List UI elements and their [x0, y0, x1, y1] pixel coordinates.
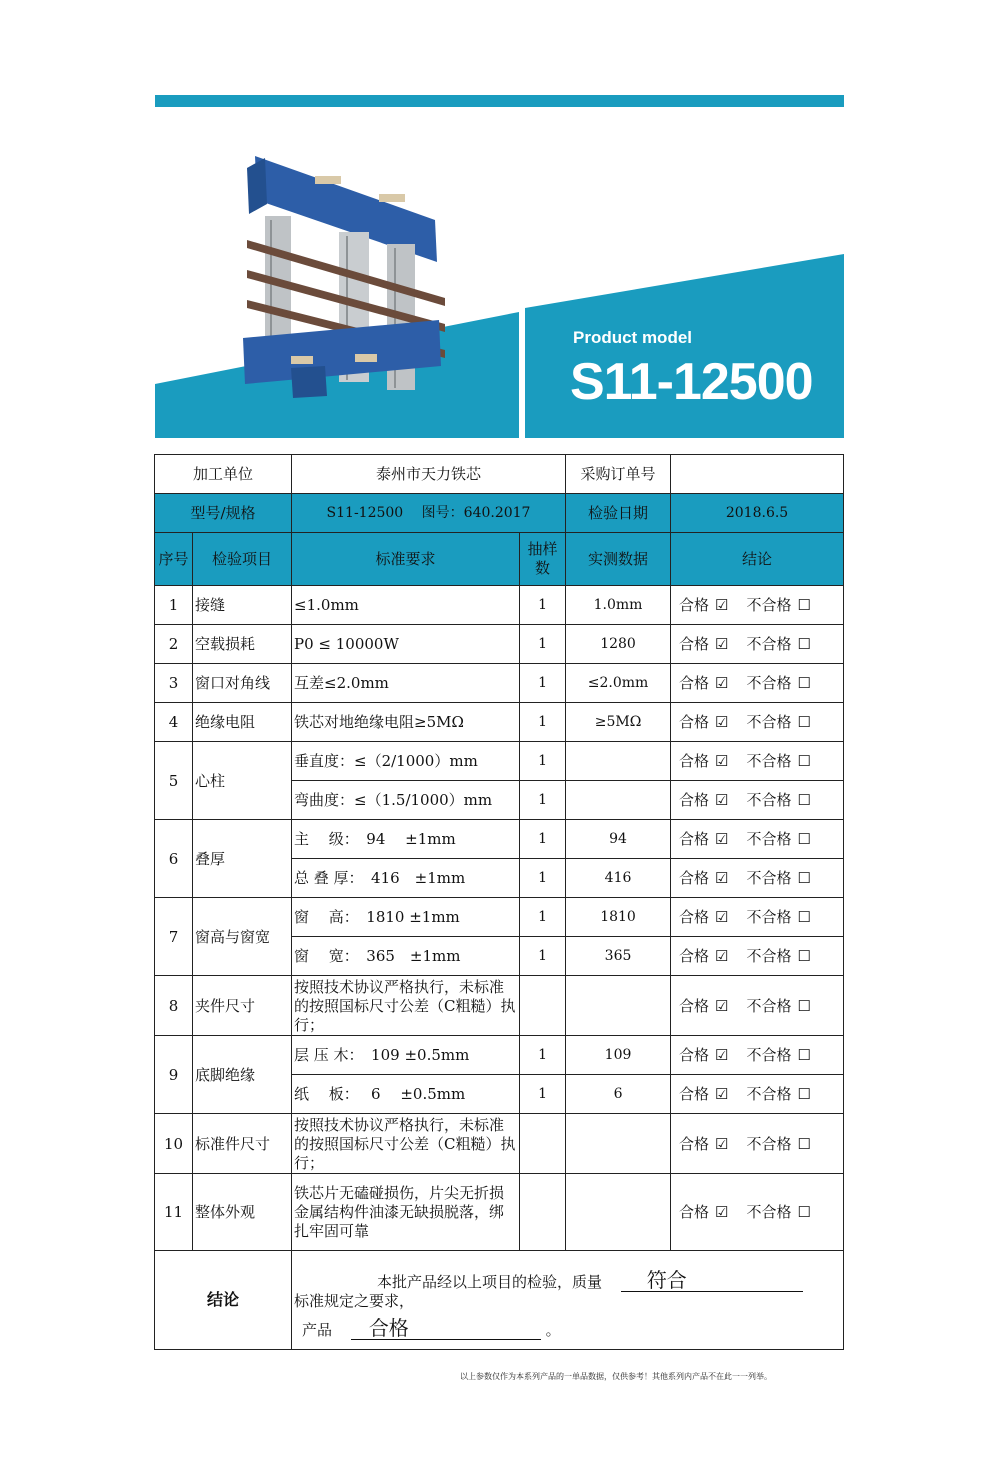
table-row — [155, 976, 844, 1036]
fail-checkbox-icon[interactable]: ☐ — [797, 996, 811, 1015]
standard-requirement: 窗 宽： 365 ±1mm — [292, 937, 520, 976]
verdict-cell — [671, 1174, 844, 1251]
fail-checkbox-icon[interactable]: ☐ — [797, 908, 811, 926]
fail-checkbox-icon[interactable]: ☐ — [797, 830, 811, 848]
sample-count — [520, 1114, 566, 1174]
pass-label: 合格 — [679, 674, 710, 692]
fail-label: 不合格 — [746, 908, 792, 926]
standard-requirement: 互差≤2.0mm — [292, 664, 520, 703]
conclusion-body — [292, 1251, 844, 1350]
measured-value: 416 — [566, 859, 671, 898]
fail-checkbox-icon[interactable]: ☐ — [797, 1134, 811, 1153]
sample-count: 1 — [520, 742, 566, 781]
row-number: 5 — [155, 742, 193, 820]
verdict-cell — [671, 664, 844, 703]
pass-checkbox-icon[interactable]: ☑ — [715, 635, 729, 653]
pass-checkbox-icon[interactable]: ☑ — [715, 947, 729, 965]
measured-value — [566, 742, 671, 781]
sample-count: 1 — [520, 703, 566, 742]
pass-checkbox-icon[interactable]: ☑ — [715, 674, 729, 692]
measured-value: 109 — [566, 1036, 671, 1075]
pass-label: 合格 — [679, 1046, 710, 1064]
measured-value: ≤2.0mm — [566, 664, 671, 703]
conclusion-text-1: 本批产品经以上项目的检验，质量 — [377, 1273, 603, 1291]
verdict-cell — [671, 898, 844, 937]
pass-checkbox-icon[interactable]: ☑ — [715, 791, 729, 809]
sample-count: 1 — [520, 859, 566, 898]
pass-checkbox-icon[interactable]: ☑ — [715, 596, 729, 614]
pass-label: 合格 — [679, 1203, 710, 1221]
fail-label: 不合格 — [746, 674, 792, 692]
measured-value: 1810 — [566, 898, 671, 937]
pass-label: 合格 — [679, 830, 710, 848]
row-number: 6 — [155, 820, 193, 898]
measured-value: ≥5MΩ — [566, 703, 671, 742]
verdict-cell — [671, 937, 844, 976]
measured-value — [566, 976, 671, 1036]
fail-label: 不合格 — [746, 1046, 792, 1064]
transformer-core-photo — [243, 156, 445, 398]
fail-label: 不合格 — [746, 830, 792, 848]
row-number: 1 — [155, 586, 193, 625]
sample-count: 1 — [520, 937, 566, 976]
fail-checkbox-icon[interactable]: ☐ — [797, 596, 811, 614]
measured-value — [566, 1114, 671, 1174]
pass-checkbox-icon[interactable]: ☑ — [715, 713, 729, 731]
fail-label: 不合格 — [746, 596, 792, 614]
product-fill: 合格 — [351, 1317, 541, 1340]
pass-checkbox-icon[interactable]: ☑ — [715, 1203, 729, 1221]
conclusion-line-3 — [302, 1317, 561, 1340]
table-row — [155, 586, 844, 625]
standard-requirement: 主 级： 94 ±1mm — [292, 820, 520, 859]
fail-checkbox-icon[interactable]: ☐ — [797, 869, 811, 887]
inspection-rows — [155, 586, 844, 1251]
pass-checkbox-icon[interactable]: ☑ — [715, 752, 729, 770]
measured-value — [566, 1174, 671, 1251]
standard-requirement: 按照技术协议严格执行，未标准的按照国标尺寸公差（C粗糙）执行； — [292, 1114, 520, 1174]
fail-label: 不合格 — [746, 1085, 792, 1103]
pass-label: 合格 — [679, 791, 710, 809]
conclusion-line-1 — [377, 1269, 803, 1292]
pass-checkbox-icon[interactable]: ☑ — [715, 869, 729, 887]
pass-label: 合格 — [679, 947, 710, 965]
pass-checkbox-icon[interactable]: ☑ — [715, 908, 729, 926]
pass-checkbox-icon[interactable]: ☑ — [715, 996, 729, 1015]
standard-requirement: 总 叠 厚： 416 ±1mm — [292, 859, 520, 898]
sample-count: 1 — [520, 1036, 566, 1075]
table-row — [155, 703, 844, 742]
fail-checkbox-icon[interactable]: ☐ — [797, 947, 811, 965]
table-row — [155, 664, 844, 703]
header-standard: 标准要求 — [292, 533, 520, 586]
table-row — [155, 1036, 844, 1075]
conclusion-text-3: 产品 — [302, 1321, 333, 1339]
verdict-cell — [671, 976, 844, 1036]
inspection-table — [154, 454, 844, 1350]
pass-label: 合格 — [679, 752, 710, 770]
measured-value: 1280 — [566, 625, 671, 664]
standard-requirement: 弯曲度：≤（1.5/1000）mm — [292, 781, 520, 820]
fail-label: 不合格 — [746, 996, 792, 1015]
inspection-item: 夹件尺寸 — [193, 976, 292, 1036]
measured-value: 365 — [566, 937, 671, 976]
sample-count: 1 — [520, 781, 566, 820]
table-row — [155, 742, 844, 781]
fail-label: 不合格 — [746, 947, 792, 965]
verdict-cell — [671, 586, 844, 625]
fail-label: 不合格 — [746, 1134, 792, 1153]
fail-label: 不合格 — [746, 869, 792, 887]
conclusion-row — [155, 1251, 844, 1350]
inspection-item: 心柱 — [193, 742, 292, 820]
sample-count — [520, 1174, 566, 1251]
conclusion-end: 。 — [545, 1321, 561, 1339]
verdict-cell — [671, 859, 844, 898]
row-number: 7 — [155, 898, 193, 976]
product-banner — [155, 120, 844, 438]
header-sample: 抽样数 — [520, 533, 566, 586]
measured-value: 1.0mm — [566, 586, 671, 625]
verdict-cell — [671, 781, 844, 820]
row-number: 2 — [155, 625, 193, 664]
table-row — [155, 820, 844, 859]
header-no: 序号 — [155, 533, 193, 586]
pass-label: 合格 — [679, 1085, 710, 1103]
inspection-item: 绝缘电阻 — [193, 703, 292, 742]
row-number: 8 — [155, 976, 193, 1036]
fail-label: 不合格 — [746, 791, 792, 809]
pass-checkbox-icon[interactable]: ☑ — [715, 830, 729, 848]
pass-checkbox-icon[interactable]: ☑ — [715, 1134, 729, 1153]
fail-checkbox-icon[interactable]: ☐ — [797, 1085, 811, 1103]
banner-photo-panel — [155, 120, 519, 438]
standard-requirement: 纸 板： 6 ±0.5mm — [292, 1075, 520, 1114]
fail-checkbox-icon[interactable]: ☐ — [797, 752, 811, 770]
verdict-cell — [671, 820, 844, 859]
table-row — [155, 1174, 844, 1251]
sample-count: 1 — [520, 898, 566, 937]
pass-label: 合格 — [679, 635, 710, 653]
standard-requirement: 铁芯对地绝缘电阻≥5MΩ — [292, 703, 520, 742]
fail-checkbox-icon[interactable]: ☐ — [797, 1046, 811, 1064]
fail-label: 不合格 — [746, 713, 792, 731]
fail-label: 不合格 — [746, 1203, 792, 1221]
measured-value — [566, 781, 671, 820]
verdict-cell — [671, 742, 844, 781]
row-number: 9 — [155, 1036, 193, 1114]
product-model-value: S11-12500 — [570, 353, 813, 411]
info-row-1 — [155, 455, 844, 494]
unit-label: 加工单位 — [155, 455, 292, 494]
row-number: 11 — [155, 1174, 193, 1251]
conclusion-label: 结论 — [155, 1251, 292, 1350]
pass-checkbox-icon[interactable]: ☑ — [715, 1085, 729, 1103]
fail-checkbox-icon[interactable]: ☐ — [797, 635, 811, 653]
inspection-item: 窗口对角线 — [193, 664, 292, 703]
fail-label: 不合格 — [746, 752, 792, 770]
measured-value: 94 — [566, 820, 671, 859]
product-model-label: Product model — [573, 328, 693, 347]
inspection-item: 空载损耗 — [193, 625, 292, 664]
pass-label: 合格 — [679, 908, 710, 926]
standard-requirement: ≤1.0mm — [292, 586, 520, 625]
date-value: 2018.6.5 — [671, 494, 844, 533]
standard-requirement: 按照技术协议严格执行，未标准的按照国标尺寸公差（C粗糙）执行； — [292, 976, 520, 1036]
sample-count — [520, 976, 566, 1036]
pass-checkbox-icon[interactable]: ☑ — [715, 1046, 729, 1064]
standard-requirement: 垂直度：≤（2/1000）mm — [292, 742, 520, 781]
table-row — [155, 898, 844, 937]
table-row — [155, 1114, 844, 1174]
pass-label: 合格 — [679, 1134, 710, 1153]
quality-fill: 符合 — [621, 1269, 803, 1292]
unit-value: 泰州市天力铁芯 — [292, 455, 566, 494]
inspection-item: 整体外观 — [193, 1174, 292, 1251]
standard-requirement: 层 压 木： 109 ±0.5mm — [292, 1036, 520, 1075]
fail-label: 不合格 — [746, 635, 792, 653]
header-item: 检验项目 — [193, 533, 292, 586]
verdict-cell — [671, 1075, 844, 1114]
sample-count: 1 — [520, 664, 566, 703]
standard-requirement: P0 ≤ 10000W — [292, 625, 520, 664]
standard-requirement: 窗 高： 1810 ±1mm — [292, 898, 520, 937]
inspection-item: 叠厚 — [193, 820, 292, 898]
column-headers — [155, 533, 844, 586]
conclusion-text-2: 标准规定之要求， — [294, 1292, 415, 1310]
order-label: 采购订单号 — [566, 455, 671, 494]
header-measured: 实测数据 — [566, 533, 671, 586]
sample-count: 1 — [520, 1075, 566, 1114]
footnote: 以上参数仅作为本系列产品的一单品数据，仅供参考！其他系列内产品不在此一一列举。 — [460, 1372, 772, 1381]
fail-checkbox-icon[interactable]: ☐ — [797, 1203, 811, 1221]
pass-label: 合格 — [679, 996, 710, 1015]
model-value: S11-12500 图号：640.2017 — [292, 494, 566, 533]
pass-label: 合格 — [679, 869, 710, 887]
info-row-2 — [155, 494, 844, 533]
sample-count: 1 — [520, 586, 566, 625]
inspection-item: 标准件尺寸 — [193, 1114, 292, 1174]
measured-value: 6 — [566, 1075, 671, 1114]
verdict-cell — [671, 1036, 844, 1075]
standard-requirement: 铁芯片无磕碰损伤，片尖无折损金属结构件油漆无缺损脱落，绑扎牢固可靠 — [292, 1174, 520, 1251]
pass-label: 合格 — [679, 713, 710, 731]
fail-checkbox-icon[interactable]: ☐ — [797, 713, 811, 731]
date-label: 检验日期 — [566, 494, 671, 533]
table-row — [155, 625, 844, 664]
verdict-cell — [671, 625, 844, 664]
model-label: 型号/规格 — [155, 494, 292, 533]
inspection-item: 接缝 — [193, 586, 292, 625]
verdict-cell — [671, 1114, 844, 1174]
pass-label: 合格 — [679, 596, 710, 614]
order-value — [671, 455, 844, 494]
top-accent-bar — [155, 95, 844, 107]
inspection-item: 底脚绝缘 — [193, 1036, 292, 1114]
sample-count: 1 — [520, 820, 566, 859]
fail-checkbox-icon[interactable]: ☐ — [797, 674, 811, 692]
row-number: 4 — [155, 703, 193, 742]
row-number: 3 — [155, 664, 193, 703]
inspection-item: 窗高与窗宽 — [193, 898, 292, 976]
verdict-cell — [671, 703, 844, 742]
fail-checkbox-icon[interactable]: ☐ — [797, 791, 811, 809]
sample-count: 1 — [520, 625, 566, 664]
row-number: 10 — [155, 1114, 193, 1174]
header-result: 结论 — [671, 533, 844, 586]
